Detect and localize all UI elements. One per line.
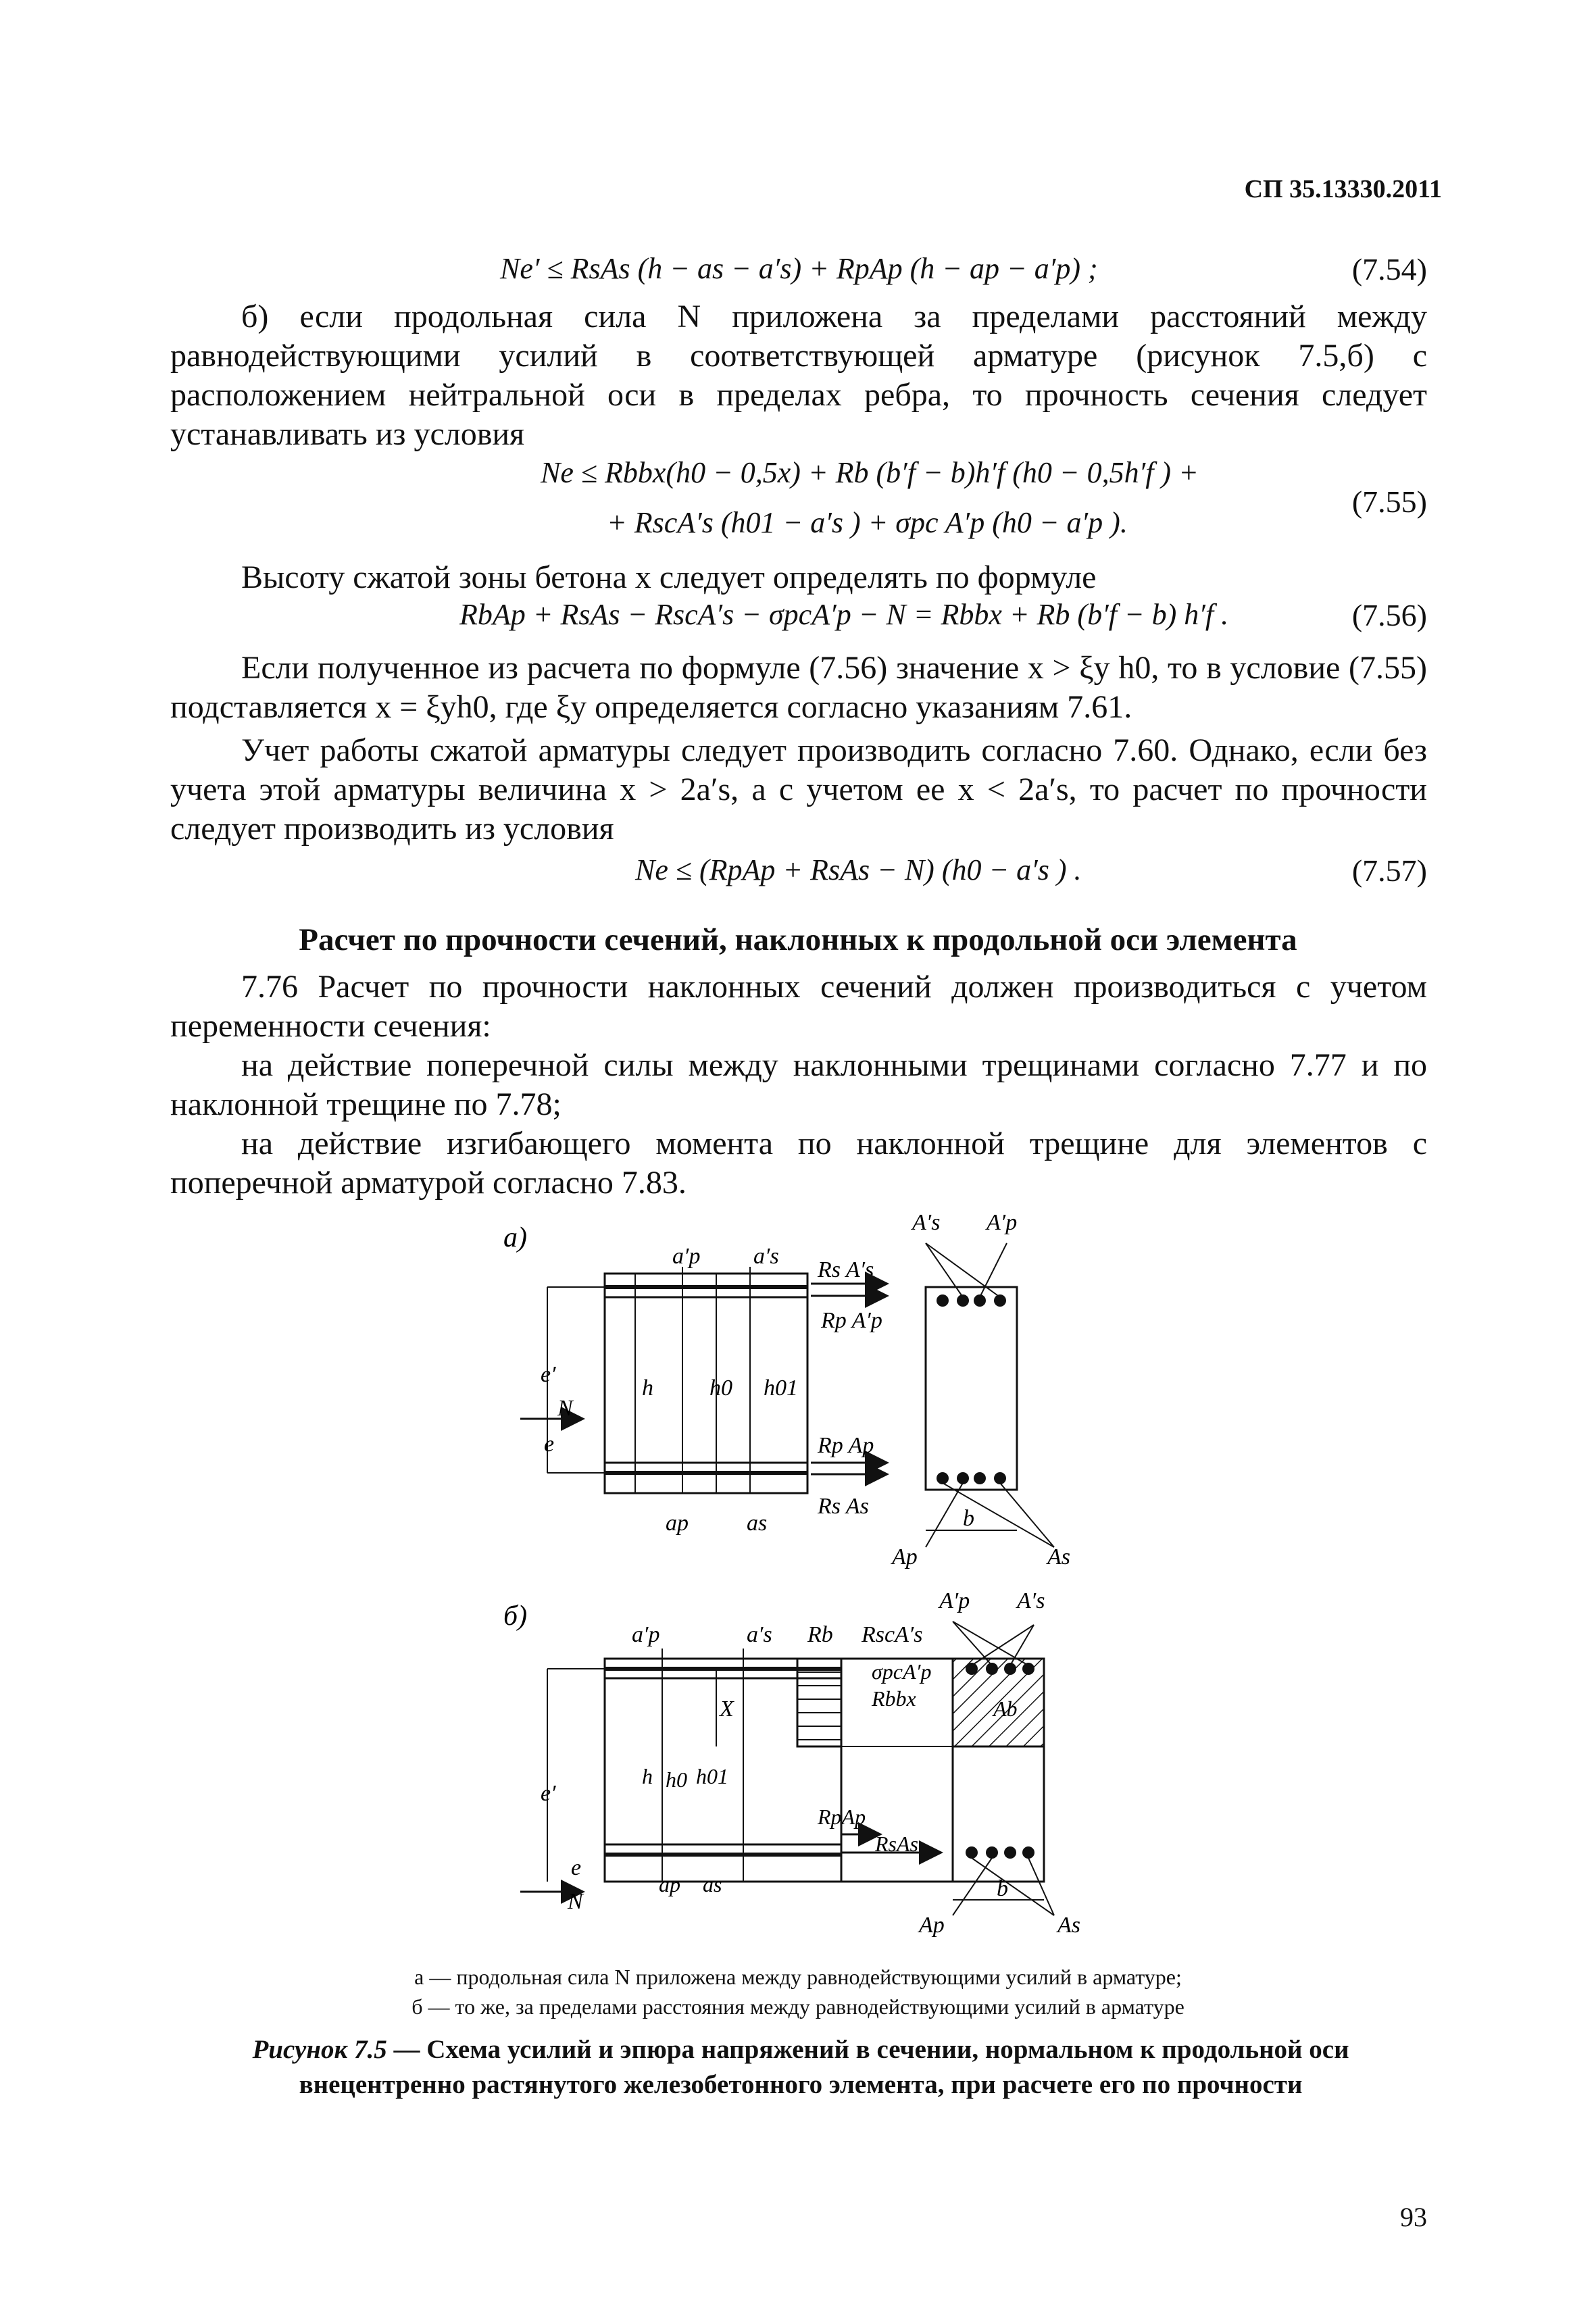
equation-7-54: Ne′ ≤ RsAs (h − as − a′s) + RpAp (h − ap − a′p) ; — [500, 252, 1098, 285]
a-b-label: b — [963, 1506, 974, 1531]
b-as-section-label: A′s — [1017, 1588, 1045, 1613]
paragraph-moment: на действие изгибающего момента по наклонной трещине для элементов с поперечной арматурой согласно 7.83. — [170, 1126, 1427, 1201]
equation-7-56: RbAp + RsAs − RscA′s − σpcA′p − N = Rbbx + Rb (b′f − b) h′f . — [459, 598, 1229, 631]
a-rsas-bot-label: Rs As — [818, 1494, 869, 1519]
stress-block-b — [716, 1659, 841, 1746]
b-ap-top-label: a′p — [632, 1622, 660, 1647]
b-rpap-label: RpAp — [818, 1805, 866, 1829]
a-as-bot-label: as — [747, 1511, 768, 1536]
equation-number-7-57: (7.57) — [1351, 853, 1427, 888]
b-rscas-label: RscA′s — [862, 1622, 923, 1647]
a-rsas-top-label: Rs A′s — [818, 1257, 874, 1282]
equation-7-55-line1: Ne ≤ Rbbx(h0 − 0,5x) + Rb (b′f − b)h′f (h0 − 0,5h′f ) + — [541, 456, 1199, 489]
paragraph-7-76: 7.76 Расчет по прочности наклонных сечений должен производиться с учетом переменности сечения: — [170, 969, 1427, 1044]
paragraph-if: Если полученное из расчета по формуле (7.56) значение x > ξy h0, то в условие (7.55) подставляется x = ξyh0, где ξy определяется согласно указаниям 7.61. — [170, 650, 1427, 725]
equation-7-57: Ne ≤ (RpAp + RsAs − N) (h0 − a′s ) . — [635, 853, 1082, 886]
a-n-label: N — [557, 1396, 573, 1421]
b-x-label: X — [720, 1696, 734, 1721]
b-as-top-label: a′s — [747, 1622, 772, 1647]
document-code: СП 35.13330.2011 — [1244, 175, 1442, 203]
a-ap-bot-label: ap — [666, 1511, 689, 1536]
figure-title-text: — Схема усилий и эпюра напряжений в сечении, нормальном к продольной оси внецентренно растянутого железобетонного элемента, при расчете его по прочности — [299, 2035, 1349, 2099]
a-rpap-top-label: Rp A′p — [821, 1308, 882, 1333]
a-h0-label: h0 — [709, 1376, 732, 1401]
figure-legend-a: а — продольная сила N приложена между равнодействующими усилий в арматуре; — [414, 1965, 1182, 1989]
b-as-section-bot-label: As — [1057, 1913, 1080, 1938]
figure-title — [243, 2032, 1358, 2103]
b-rbbx-label: Rbbx — [872, 1686, 916, 1711]
a-h-label: h — [642, 1376, 653, 1401]
b-h01-label: h01 — [696, 1764, 728, 1788]
a-as-top-label: a′s — [753, 1244, 779, 1269]
a-as-section-label: A′s — [912, 1210, 941, 1235]
b-sigma-label: σpcA′p — [872, 1659, 932, 1684]
equation-7-55-line2: + RscA′s (h01 − a′s ) + σpc A′p (h0 − a′p ). — [607, 506, 1128, 539]
figure-title-prefix: Рисунок 7.5 — [252, 2035, 387, 2064]
b-ap-bot-label: ap — [659, 1872, 680, 1896]
b-h0-label: h0 — [666, 1767, 687, 1792]
a-ap-section-label: A′p — [987, 1210, 1018, 1235]
b-ap-section-bot-label: Ap — [919, 1913, 945, 1938]
a-h01-label: h01 — [764, 1376, 798, 1401]
b-n-label: N — [568, 1889, 583, 1914]
equation-number-7-55: (7.55) — [1351, 484, 1427, 519]
b-h-label: h — [642, 1764, 653, 1788]
section-heading: Расчет по прочности сечений, наклонных к продольной оси элемента — [299, 922, 1297, 957]
a-rpap-bot-label: Rp Ap — [818, 1433, 874, 1458]
paragraph-b: б) если продольная сила N приложена за пределами расстояний между равнодействующими усилий в соответствующей арматуре (рисунок 7.5,б) с расположением нейтральной оси в пределах ребра, то прочность сечения следует устанавливать из условия — [170, 299, 1427, 452]
paragraph-compressed: Учет работы сжатой арматуры следует производить согласно 7.60. Однако, если без учета этой арматуры величина x > 2a′s, а с учетом ее x < 2a′s, то расчет по прочности следует производить из условия — [170, 732, 1427, 847]
b-ab-label: Ab — [993, 1696, 1018, 1721]
a-ap-section-bot-label: Ap — [892, 1544, 918, 1569]
paragraph-shear: на действие поперечной силы между наклонными трещинами согласно 7.77 и по наклонной трещине по 7.78; — [170, 1047, 1427, 1122]
b-rsas-label: RsAs — [875, 1832, 918, 1856]
figure-part-b-label: б) — [503, 1601, 528, 1632]
a-e-label: e — [544, 1432, 555, 1457]
equation-number-7-56: (7.56) — [1351, 598, 1427, 632]
paragraph-x: Высоту сжатой зоны бетона x следует определять по формуле — [241, 559, 1097, 595]
page-number: 93 — [1400, 2202, 1427, 2232]
equation-number-7-54: (7.54) — [1351, 252, 1427, 286]
a-ap-top-label: a′p — [672, 1244, 701, 1269]
b-e-label: e — [571, 1855, 582, 1880]
b-e-prime-label: e′ — [541, 1781, 556, 1806]
figure-part-a-label: а) — [503, 1222, 527, 1253]
b-as-bot-label: as — [703, 1872, 722, 1896]
b-b-label: b — [997, 1876, 1008, 1901]
b-rb-label: Rb — [807, 1622, 833, 1647]
a-as-section-bot-label: As — [1047, 1544, 1070, 1569]
b-ap-section-label: A′p — [939, 1588, 970, 1613]
figure-legend-b: б — то же, за пределами расстояния между равнодействующими усилий в арматуре — [412, 1994, 1184, 2019]
figure-7-5 — [0, 1189, 1596, 1939]
a-e-prime-label: e′ — [541, 1362, 556, 1387]
section-a — [926, 1243, 1054, 1547]
